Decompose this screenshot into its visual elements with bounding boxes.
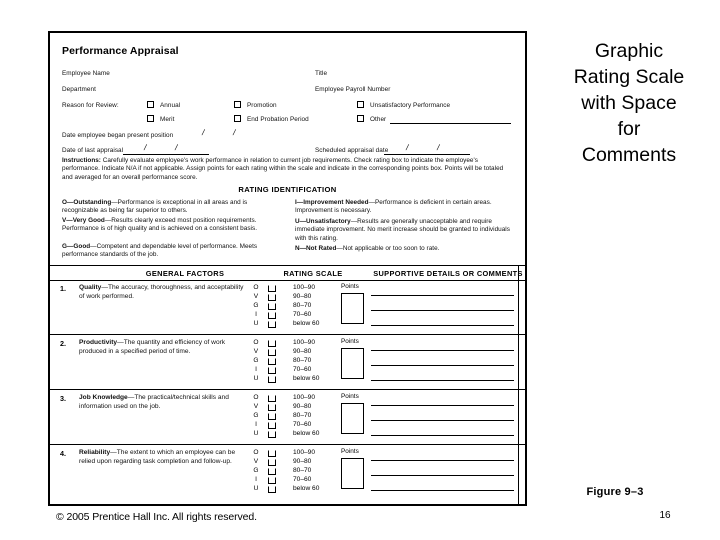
factor-4-comment-line-1[interactable] (371, 460, 514, 461)
last-appraisal-slash-2: / (174, 143, 179, 152)
column-header-general-factors: GENERAL FACTORS (145, 269, 225, 278)
divider-above-column-headers (50, 265, 525, 266)
factor-3-rating-box-v[interactable] (268, 404, 276, 411)
factor-4-rating-box-o[interactable] (268, 450, 276, 457)
factor-2-rating-box-u[interactable] (268, 376, 276, 383)
rating-def-outstanding (62, 199, 274, 216)
divider-after-factor-3 (50, 444, 525, 445)
factor-4-rating-box-v[interactable] (268, 459, 276, 466)
checkbox-other[interactable] (357, 115, 364, 122)
slide-title (540, 38, 718, 168)
factor-1-comment-line-3[interactable] (371, 325, 514, 326)
rating-def-very-good (62, 217, 274, 234)
factor-2-scale-value-0: 100–90 (293, 339, 316, 346)
factor-4-scale-value-2: 80–70 (293, 467, 312, 474)
factor-4-points-box[interactable] (341, 458, 364, 489)
rating-def-unsatisfactory (295, 218, 514, 243)
factor-1-scale-value-4: below 60 (293, 320, 320, 327)
factor-2-rating-box-i[interactable] (268, 367, 276, 374)
rating-code-outstanding: O—Outstanding (62, 199, 112, 206)
factor-4-scale-value-4: below 60 (293, 485, 320, 492)
checkbox-merit[interactable] (147, 115, 154, 122)
factor-3-scale-value-4: below 60 (293, 430, 320, 437)
instructions-paragraph (62, 157, 514, 182)
rating-def-improvement-needed (295, 199, 514, 216)
factor-1-name: Quality (79, 284, 102, 291)
scheduled-slash-1: / (405, 143, 410, 152)
factor-2-points-label: Points (341, 338, 359, 345)
column-header-supportive-details: SUPPORTIVE DETAILS OR COMMENTS (373, 269, 523, 278)
figure-caption: Figure 9–3 (586, 486, 644, 498)
factor-2-scale-value-2: 80–70 (293, 357, 312, 364)
factor-2-description: —The quantity and efficiency of work produced in a specified period of time. (79, 339, 226, 355)
rating-text-unsatisfactory: —Results are generally unacceptable and require immediate improvement. No merit increase should be granted to individuals with this rating. (295, 218, 510, 242)
column-header-rating-scale: RATING SCALE (283, 269, 343, 278)
label-unsatisfactory-performance: Unsatisfactory Performance (370, 102, 451, 109)
factor-3-scale-letter-o: O (253, 394, 259, 401)
rating-identification-heading: RATING IDENTIFICATION (238, 185, 337, 194)
factor-4-scale-value-1: 90–80 (293, 458, 312, 465)
label-title: Title (315, 70, 328, 77)
factor-1-rating-box-u[interactable] (268, 321, 276, 328)
divider-after-factor-2 (50, 389, 525, 390)
instructions-text: Carefully evaluate employee's work performance in relation to current job requirements. Check rating box to indicate the employee's performance. Indicate N/A if not applicable. Assign points for each rating within the scale and indicate in the corresponding points box. Points will be totaled and averaged for an overall performance score. (62, 157, 504, 181)
factor-2-comment-line-1[interactable] (371, 350, 514, 351)
factor-4-scale-value-0: 100–90 (293, 449, 316, 456)
factor-1-rating-box-g[interactable] (268, 303, 276, 310)
factor-3-comment-line-3[interactable] (371, 435, 514, 436)
factor-1-rating-box-i[interactable] (268, 312, 276, 319)
label-employee-name: Employee Name (62, 70, 110, 77)
factor-3-scale-value-3: 70–60 (293, 421, 312, 428)
last-appraisal-slash-1: / (143, 143, 148, 152)
factor-1-points-box[interactable] (341, 293, 364, 324)
checkbox-end-probation-period[interactable] (234, 115, 241, 122)
factor-2-scale-value-1: 90–80 (293, 348, 312, 355)
factor-4-scale-letter-o: O (253, 449, 259, 456)
other-input-rule[interactable] (390, 123, 511, 124)
factor-1-scale-letter-g: G (253, 302, 259, 309)
factor-3-rating-box-g[interactable] (268, 413, 276, 420)
slide-title-line-2: Rating Scale (573, 66, 685, 88)
factor-1-scale-letter-i: I (255, 311, 257, 318)
factor-3-scale-value-1: 90–80 (293, 403, 312, 410)
factor-3-points-box[interactable] (341, 403, 364, 434)
factor-3-scale-letter-v: V (253, 403, 259, 410)
factor-1-scale-letter-u: U (253, 320, 259, 327)
factor-1-comment-line-1[interactable] (371, 295, 514, 296)
rating-def-not-rated (295, 245, 514, 253)
factor-2-text (79, 339, 247, 356)
factor-2-rating-box-o[interactable] (268, 340, 276, 347)
factor-3-description: —The practical/technical skills and information used on the job. (79, 394, 229, 410)
factor-3-name: Job Knowledge (79, 394, 128, 401)
factor-3-rating-box-o[interactable] (268, 395, 276, 402)
factor-4-rating-box-i[interactable] (268, 477, 276, 484)
factor-2-rating-box-v[interactable] (268, 349, 276, 356)
divider-below-column-headers (50, 280, 525, 281)
label-scheduled-appraisal-date: Scheduled appraisal date (315, 147, 389, 154)
label-merit: Merit (160, 116, 175, 123)
rating-text-outstanding: —Performance is exceptional in all areas and is recognizable as being far superior to others. (62, 199, 248, 215)
factor-2-rating-box-g[interactable] (268, 358, 276, 365)
factor-1-scale-letter-v: V (253, 293, 259, 300)
date-began-slash-2: / (232, 128, 237, 137)
factor-1-text (79, 284, 247, 301)
slide-title-line-4: for (617, 118, 641, 140)
checkbox-unsatisfactory-performance[interactable] (357, 101, 364, 108)
factor-1-points-label: Points (341, 283, 359, 290)
factor-2-number: 2. (60, 339, 66, 348)
label-other: Other (370, 116, 387, 123)
factor-4-scale-letter-v: V (253, 458, 259, 465)
label-end-probation-period: End Probation Period (247, 116, 309, 123)
factor-1-scale-value-1: 90–80 (293, 293, 312, 300)
factor-4-description: —The extent to which an employee can be relied upon regarding task completion and follow-up. (79, 449, 236, 465)
label-promotion: Promotion (247, 102, 277, 109)
factor-4-comment-line-3[interactable] (371, 490, 514, 491)
factor-1-rating-box-o[interactable] (268, 285, 276, 292)
label-date-last-appraisal: Date of last appraisal (62, 147, 124, 154)
factor-4-scale-letter-g: G (253, 467, 259, 474)
factor-1-comment-line-2[interactable] (371, 310, 514, 311)
factor-3-scale-letter-u: U (253, 430, 259, 437)
date-began-slash-1: / (201, 128, 206, 137)
factor-1-scale-value-2: 80–70 (293, 302, 312, 309)
factor-3-rating-box-u[interactable] (268, 431, 276, 438)
rating-code-not-rated: N—Not Rated (295, 245, 337, 252)
factor-1-description: —The accuracy, thoroughness, and acceptability of work performed. (79, 284, 244, 300)
rating-text-improvement-needed: —Performance is deficient in certain areas. Improvement is necessary. (295, 199, 492, 215)
scheduled-appraisal-rule[interactable] (384, 154, 470, 155)
checkbox-annual[interactable] (147, 101, 154, 108)
factor-3-comment-line-1[interactable] (371, 405, 514, 406)
factor-3-scale-letter-i: I (255, 421, 257, 428)
factor-4-points-label: Points (341, 448, 359, 455)
factor-3-rating-box-i[interactable] (268, 422, 276, 429)
factor-4-name: Reliability (79, 449, 111, 456)
slide-title-line-3: with Space (581, 92, 677, 114)
factor-1-rating-box-v[interactable] (268, 294, 276, 301)
rating-text-not-rated: —Not applicable or too soon to rate. (336, 245, 440, 252)
factor-3-points-label: Points (341, 393, 359, 400)
divider-after-factor-1 (50, 334, 525, 335)
factor-2-scale-letter-u: U (253, 375, 259, 382)
slide-number: 16 (659, 510, 671, 521)
form-title: Performance Appraisal (62, 45, 179, 57)
factor-1-scale-letter-o: O (253, 284, 259, 291)
label-payroll-number: Employee Payroll Number (315, 86, 391, 93)
label-annual: Annual (160, 102, 181, 109)
factor-2-scale-value-3: 70–60 (293, 366, 312, 373)
factor-3-number: 3. (60, 394, 66, 403)
factor-2-scale-value-4: below 60 (293, 375, 320, 382)
factor-2-scale-letter-g: G (253, 357, 259, 364)
factor-2-scale-letter-o: O (253, 339, 259, 346)
factor-3-scale-value-0: 100–90 (293, 394, 316, 401)
rating-def-good (62, 243, 274, 260)
rating-code-improvement-needed: I—Improvement Needed (295, 199, 369, 206)
comments-right-border (518, 265, 519, 506)
slide-title-line-1: Graphic (594, 40, 664, 62)
label-reason-for-review: Reason for Review: (62, 102, 119, 109)
factor-3-text (79, 394, 247, 411)
factor-4-rating-box-g[interactable] (268, 468, 276, 475)
factor-1-number: 1. (60, 284, 66, 293)
date-last-appraisal-rule[interactable] (123, 154, 209, 155)
scheduled-slash-2: / (436, 143, 441, 152)
factor-2-name: Productivity (79, 339, 118, 346)
factor-4-scale-value-3: 70–60 (293, 476, 312, 483)
copyright-notice: © 2005 Prentice Hall Inc. All rights reserved. (56, 511, 257, 523)
factor-4-rating-box-u[interactable] (268, 486, 276, 493)
rating-code-unsatisfactory: U—Unsatisfactory (295, 218, 351, 225)
factor-2-comment-line-3[interactable] (371, 380, 514, 381)
label-date-began-position: Date employee began present position (62, 132, 174, 139)
factor-4-number: 4. (60, 449, 66, 458)
rating-text-good: —Competent and dependable level of performance. Meets performance standards of the job. (62, 243, 258, 259)
factor-4-comment-line-2[interactable] (371, 475, 514, 476)
factor-2-scale-letter-i: I (255, 366, 257, 373)
factor-1-scale-value-0: 100–90 (293, 284, 316, 291)
factor-4-scale-letter-u: U (253, 485, 259, 492)
rating-code-good: G—Good (62, 243, 91, 250)
factor-1-scale-value-3: 70–60 (293, 311, 312, 318)
factor-3-scale-value-2: 80–70 (293, 412, 312, 419)
checkbox-promotion[interactable] (234, 101, 241, 108)
factor-2-comment-line-2[interactable] (371, 365, 514, 366)
factor-2-scale-letter-v: V (253, 348, 259, 355)
performance-appraisal-form (48, 31, 527, 506)
slide-title-line-5: Comments (581, 144, 677, 166)
factor-3-scale-letter-g: G (253, 412, 259, 419)
factor-3-comment-line-2[interactable] (371, 420, 514, 421)
instructions-label: Instructions: (62, 157, 101, 164)
label-department: Department (62, 86, 96, 93)
factor-4-text (79, 449, 247, 466)
factor-2-points-box[interactable] (341, 348, 364, 379)
rating-text-very-good: —Results clearly exceed most position requirements. Performance is of high quality and is achieved on a consistent basis. (62, 217, 257, 233)
rating-code-very-good: V—Very Good (62, 217, 105, 224)
factor-4-scale-letter-i: I (255, 476, 257, 483)
